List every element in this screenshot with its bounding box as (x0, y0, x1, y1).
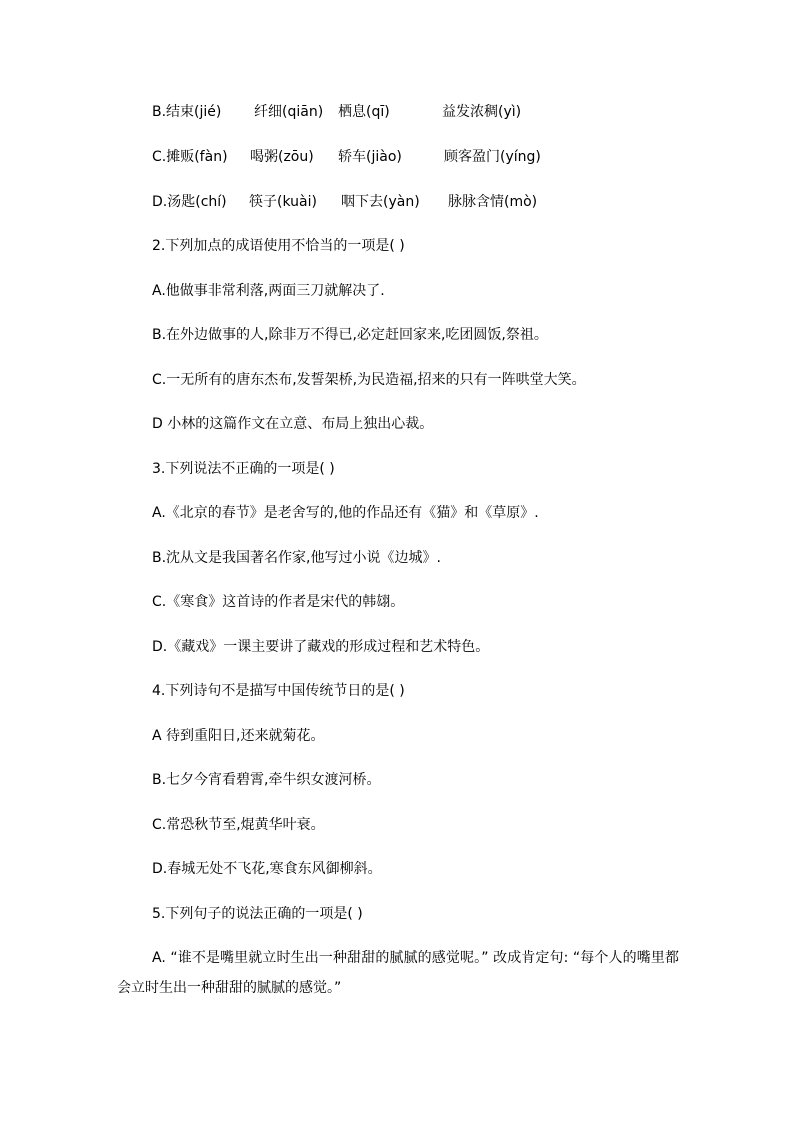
q2-option-a: A.他做事非常利落,两面三刀就解决了. (152, 283, 385, 299)
q1-option-b-item-2: 栖息(qī) (338, 104, 390, 120)
q1-option-c-item-2: 轿车(jiào) (338, 149, 402, 165)
q2-stem: 2.下列加点的成语使用不恰当的一项是( ) (152, 238, 405, 254)
q3-option-c: C.《寒食》这首诗的作者是宋代的韩翃。 (152, 594, 405, 610)
q1-option-d-item-3: 脉脉含情(mò) (448, 194, 538, 210)
q1-option-d-item-2: 咽下去(yàn) (341, 194, 420, 210)
q1-option-d-item-1: 筷子(kuài) (249, 194, 317, 210)
q3-option-d: D.《藏戏》一课主要讲了藏戏的形成过程和艺术特色。 (152, 639, 490, 655)
q4-option-d: D.春城无处不飞花,寒食东风御柳斜。 (152, 861, 382, 877)
q1-option-c-item-1: 喝粥(zōu) (250, 149, 314, 165)
q1-option-c (152, 147, 541, 167)
q2-option-b: B.在外边做事的人,除非万不得已,必定赶回家来,吃团圆饭,祭祖。 (152, 327, 548, 343)
q2-option-c: C.一无所有的唐东杰布,发誓架桥,为民造福,招来的只有一阵哄堂大笑。 (152, 372, 586, 388)
q2-option-d: D 小林的这篇作文在立意、布局上独出心裁。 (152, 416, 434, 432)
q1-option-d-label: D.汤匙(chí) (152, 194, 227, 210)
q3-option-a: A.《北京的春节》是老舍写的,他的作品还有《猫》和《草原》. (152, 505, 539, 521)
q1-option-c-label: C.摊贩(fàn) (152, 149, 228, 165)
q3-stem: 3.下列说法不正确的一项是( ) (152, 461, 335, 477)
q1-option-c-item-3: 顾客盈门(yíng) (444, 149, 541, 165)
q4-option-a: A 待到重阳日,还来就菊花。 (152, 728, 325, 744)
q4-stem: 4.下列诗句不是描写中国传统节日的是( ) (152, 683, 405, 699)
q5-stem: 5.下列句子的说法正确的一项是( ) (152, 906, 363, 922)
q1-option-d (152, 192, 537, 212)
q1-option-b-label: B.结束(jié) (152, 104, 222, 120)
q1-option-b (152, 102, 521, 122)
q1-option-b-item-3: 益发浓稠(yì) (442, 104, 522, 120)
q3-option-b: B.沈从文是我国著名作家,他写过小说《边城》. (152, 550, 441, 566)
q4-option-b: B.七夕今宵看碧霄,牵牛织女渡河桥。 (152, 772, 381, 788)
q1-option-b-item-1: 纤细(qiān) (254, 104, 324, 120)
q4-option-c: C.常恐秋节至,焜黄华叶衰。 (152, 817, 325, 833)
q5-option-a: A. “谁不是嘴里就立时生出一种甜甜的腻腻的感觉呢。” 改成肯定句: “每个人的嘴里都会立时生出一种甜甜的腻腻的感觉。” (117, 950, 679, 996)
